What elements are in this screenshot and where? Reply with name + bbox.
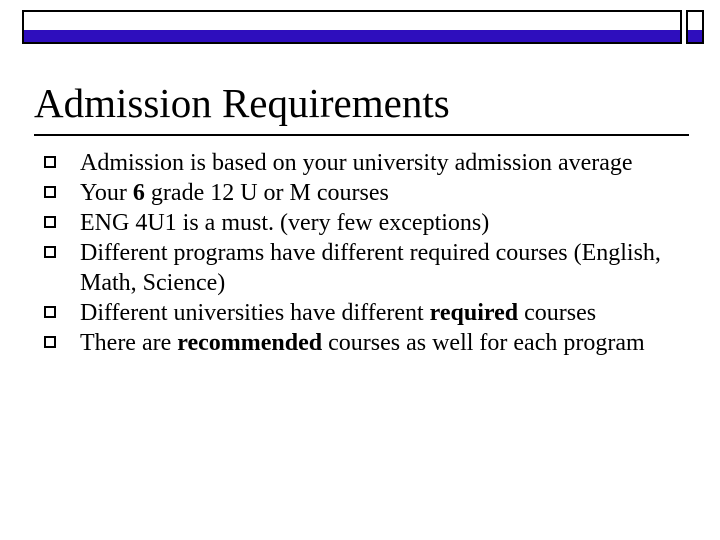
hollow-square-bullet-icon bbox=[44, 246, 56, 258]
bullet-item bbox=[42, 328, 682, 358]
header-corner-box bbox=[686, 10, 704, 44]
bullet-item bbox=[42, 148, 682, 178]
hollow-square-bullet-icon bbox=[44, 306, 56, 318]
bullet-text bbox=[80, 180, 389, 206]
bullet-text-run: There are bbox=[80, 330, 178, 356]
bullet-item bbox=[42, 208, 682, 238]
bullet-item bbox=[42, 178, 682, 208]
bullet-text bbox=[80, 210, 489, 236]
bullet-text bbox=[80, 240, 661, 296]
bullet-text-bold-run: 6 bbox=[132, 180, 145, 206]
slide-title: Admission Requirements bbox=[34, 80, 450, 126]
bullet-text-run: grade 12 U or M courses bbox=[144, 180, 389, 206]
bullet-item bbox=[42, 238, 682, 298]
header-banner-stripe bbox=[24, 30, 680, 42]
hollow-square-bullet-icon bbox=[44, 216, 56, 228]
title-divider bbox=[34, 134, 689, 136]
bullet-text-run: Different programs have different required courses (English, Math, Science) bbox=[80, 240, 661, 296]
hollow-square-bullet-icon bbox=[44, 156, 56, 168]
bullet-text-bold-run: required bbox=[429, 300, 519, 326]
header-corner-stripe bbox=[688, 30, 702, 42]
bullet-text bbox=[80, 330, 645, 356]
header-banner bbox=[22, 10, 682, 44]
bullet-text-run: ENG 4U1 is a must. (very few exceptions) bbox=[80, 210, 490, 236]
hollow-square-bullet-icon bbox=[44, 186, 56, 198]
bullet-text-run: courses as well for each program bbox=[322, 330, 645, 356]
bullet-text-run: Your bbox=[80, 180, 133, 206]
bullet-text bbox=[80, 300, 596, 326]
hollow-square-bullet-icon bbox=[44, 336, 56, 348]
bullet-list bbox=[42, 148, 682, 358]
bullet-text-run: Admission is based on your university admission average bbox=[80, 150, 633, 176]
bullet-item bbox=[42, 298, 682, 328]
bullet-text-bold-run: recommended bbox=[177, 330, 323, 356]
bullet-text bbox=[80, 150, 633, 176]
bullet-text-run: Different universities have different bbox=[80, 300, 430, 326]
bullet-text-run: courses bbox=[518, 300, 597, 326]
